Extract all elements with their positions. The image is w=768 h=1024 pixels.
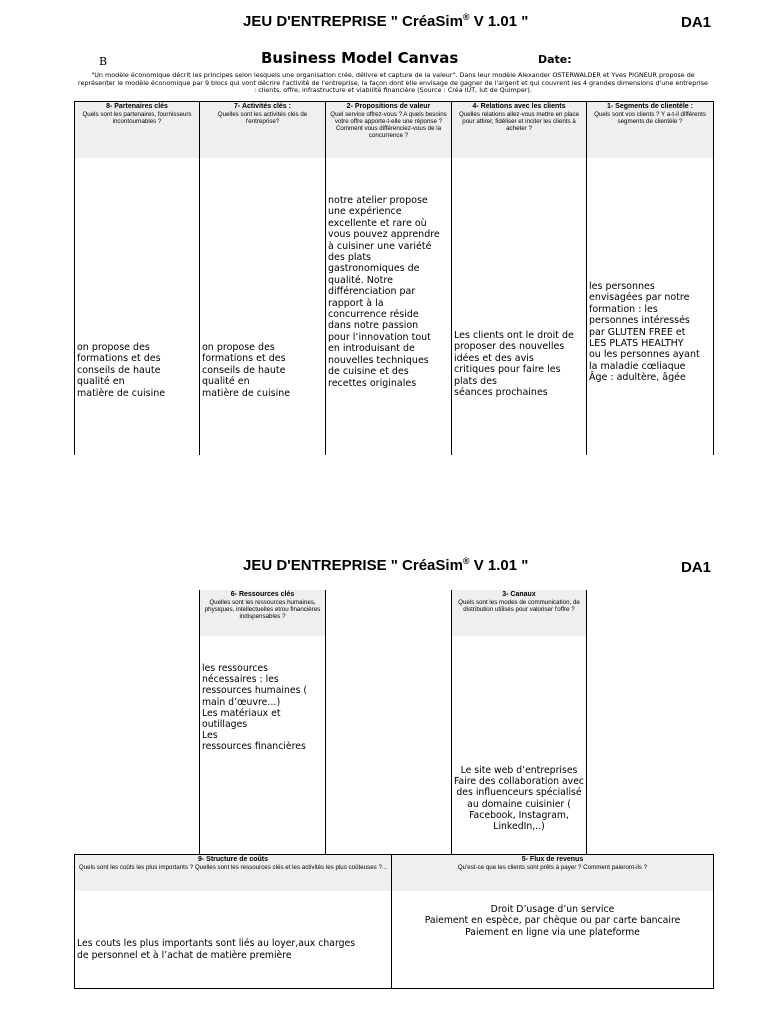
channels-content: Le site web d’entreprises Faire des collaboration avec des influenceurs spécialisé au domaine cuisinier ( Facebook, Instagram, LinkedIn,..) <box>453 765 585 833</box>
relations-content: Les clients ont le droit de proposer des nouvelles idées et des avis critiques pour faire les plats des séances prochaines <box>454 330 574 399</box>
activities-content: on propose des formations et des conseils de haute qualité en matière de cuisine <box>202 342 291 399</box>
resources-content: les ressources nécessaires : les ressources humaines ( main d’œuvre…) Les matériaux et outillages Les ressources financières <box>202 663 308 753</box>
page2-header-title: JEU D'ENTREPRISE " CréaSim® V 1.01 " <box>243 556 529 574</box>
segments-content: les personnes envisagées par notre formation : les personnes intéressés par GLUTEN FREE et LES PLATS HEALTHY ou les personnes ayant la maladie cœliaque Âge : adultère, âgée <box>589 281 700 384</box>
value-content: notre atelier propose une expérience excellente et rare où vous pouvez apprendre à cuisiner une variété des plats gastronomiques de qualité. Notre différenciation par rapport à la concurrence réside dans notre passion pour l’innovation tout en introduisant de nouvelles techniques de cuisine et des recettes originales <box>328 195 440 389</box>
partners-content: on propose des formations et des conseils de haute qualité en matière de cuisine <box>77 342 166 399</box>
registered-mark: ® <box>462 12 470 22</box>
grid-right-border <box>713 101 714 455</box>
page1-letter: B <box>99 55 108 68</box>
page1-header-code: DA1 <box>681 14 712 31</box>
registered-mark: ® <box>462 556 470 566</box>
bottom-row-right-border <box>713 854 714 989</box>
revenue-header: 5- Flux de revenus Qu'est-ce que les clients sont prêts à payer ? Comment paieront-ils ? <box>392 855 713 891</box>
resources-header: 6- Ressources clés Quelles sont les ressources humaines, physiques, intellectuelles et/ou financières indispensables ? <box>200 590 325 636</box>
partners-header: 8- Partenaires clés Quels sont les partenaires, fournisseurs incontournables ? <box>75 102 199 158</box>
segments-header: 1- Segments de clientèle : Quels sont vos clients ? Y a-t-il différents segments de clientèle ? <box>587 102 713 158</box>
activities-header: 7- Activités clés : Quelles sont les activités clés de l'entreprise? <box>200 102 325 158</box>
channels-right-border <box>586 590 587 854</box>
page1-header-title: JEU D'ENTREPRISE " CréaSim® V 1.01 " <box>243 12 529 30</box>
value-header: 2- Propositions de valeur Quel service offrez-vous ? A quels besoins votre offre apporte-t-elle une réponse ? Comment vous différenciez-vous de la concurrence ? <box>326 102 451 158</box>
channels-header: 3- Canaux Quels sont les modes de communication, de distribution utilisés pour valoriser l'offre ? <box>452 590 586 636</box>
intro-text: "Un modèle économique décrit les principes selon lesquels une organisation crée, délivre et capture de la valeur". Dans leur modèle Alexander OSTERWALDER et Yves PIGNEUR propose de représenter le modèle économique par 9 blocs qui vont décrire l'activité de l'entreprise, la façon dont elle envisage de gagner de l'argent et qui couvrent les 4 grandes dimensions d'une entreprise : clients, offre, infrastructure et viabilité financière (Source : Créa IUT, Iut de Quimper). <box>78 71 708 94</box>
page2-header-code: DA1 <box>681 559 712 576</box>
costs-header: 9- Structure de coûts Quels sont les coûts les plus importants ? Quelles sont les ressources clés et les activités les plus coûteuses ?... <box>75 855 391 891</box>
canvas-title: Business Model Canvas <box>261 49 459 67</box>
resources-right-border <box>325 590 326 854</box>
revenue-content: Droit D’usage d’un service Paiement en espèce, par chèque ou par carte bancaire Paiement en ligne via une plateforme <box>424 904 681 938</box>
relations-header: 4- Relations avec les clients Quelles relations allez-vous mettre en place pour attirer, fidéliser et inciter les clients à acheter ? <box>452 102 586 158</box>
date-label: Date: <box>538 53 572 66</box>
costs-content: Les couts les plus importants sont liés au loyer,aux charges de personnel et à l’achat de matière première <box>77 938 356 961</box>
bottom-row-bottom-border <box>74 988 714 989</box>
